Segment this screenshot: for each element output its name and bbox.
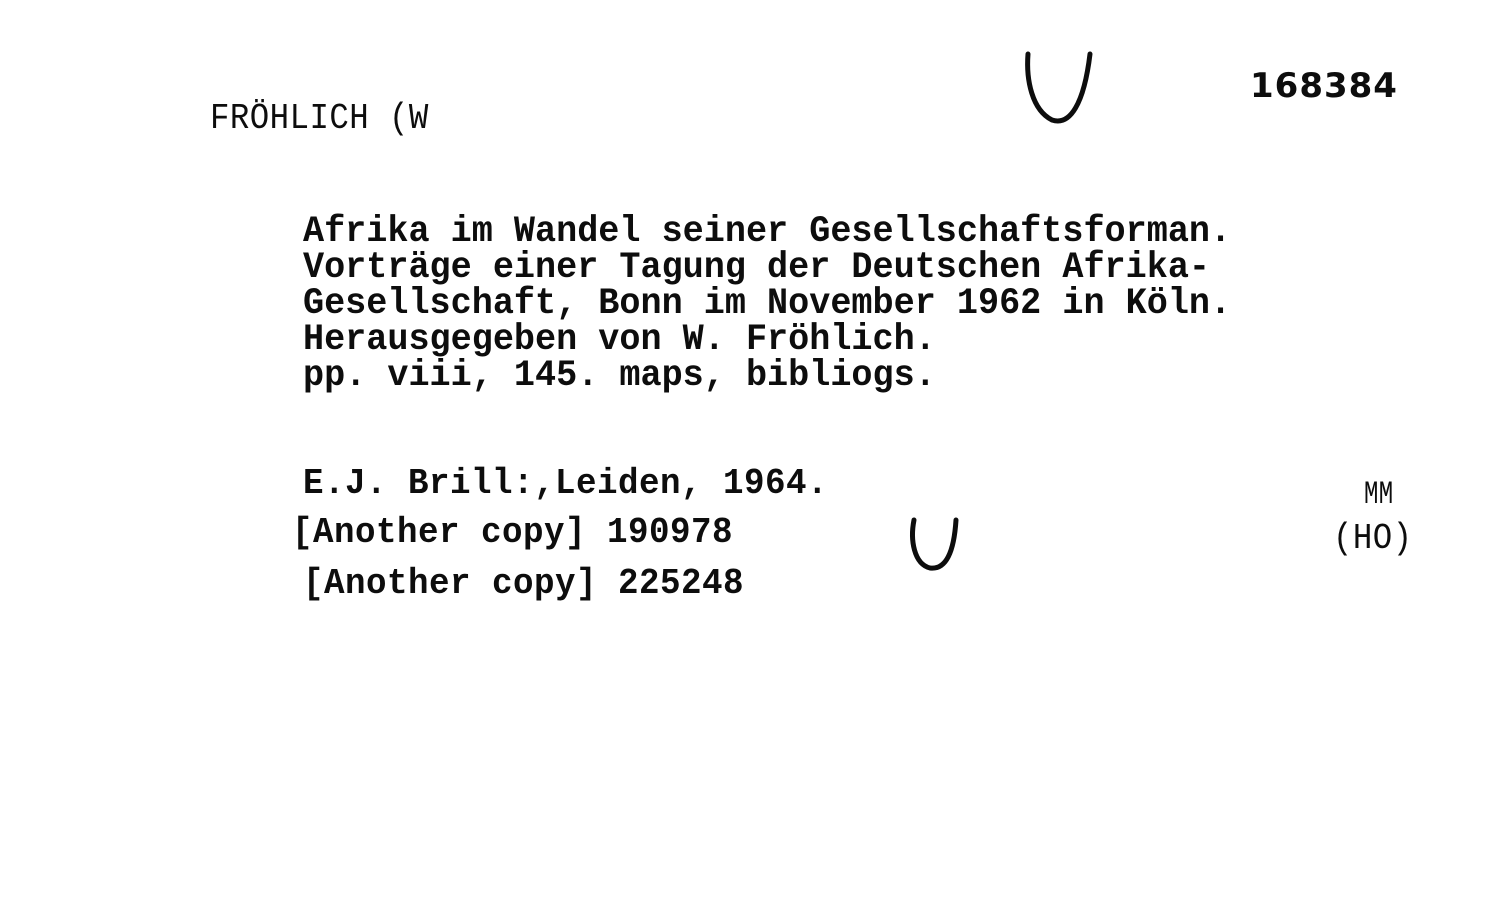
description-line: Herausgegeben von W. Fröhlich. [303, 319, 936, 361]
title-description [303, 211, 1280, 397]
description-line: Vorträge einer Tagung der Deutschen Afrika- [303, 247, 1211, 289]
description-line: Afrika im Wandel seiner Gesellschaftsforman. [303, 211, 1232, 253]
another-copy-line: [Another copy] 190978 [292, 512, 733, 553]
location-code: MM [1364, 476, 1394, 513]
imprint-line: E.J. Brill:,Leiden, 1964. [303, 463, 828, 504]
description-line: Gesellschaft, Bonn im November 1962 in Köln. [303, 283, 1232, 325]
location-code: (HO) [1333, 518, 1413, 559]
author-heading: FRÖHLICH (W [210, 98, 429, 139]
handwritten-u-mark-top [1018, 44, 1102, 130]
description-line: pp. viii, 145. maps, bibliogs. [303, 355, 936, 397]
another-copy-line: [Another copy] 225248 [303, 563, 744, 604]
handwritten-u-mark-copy [900, 512, 970, 578]
accession-number: 168384 [1250, 66, 1398, 106]
